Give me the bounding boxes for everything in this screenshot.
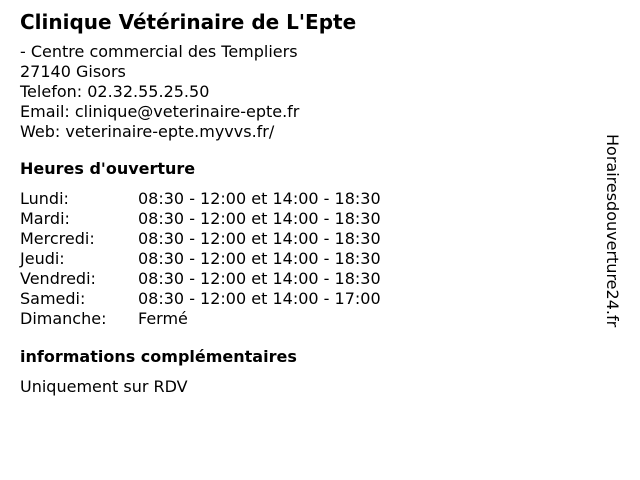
additional-info-heading: informations complémentaires xyxy=(20,347,297,366)
hours-day: Lundi: xyxy=(20,189,69,208)
hours-row-wednesday xyxy=(20,229,600,249)
hours-time: 08:30 - 12:00 et 14:00 - 17:00 xyxy=(138,289,381,308)
hours-time: 08:30 - 12:00 et 14:00 - 18:30 xyxy=(138,229,381,248)
hours-day: Samedi: xyxy=(20,289,86,308)
email-line: Email: clinique@veterinaire-epte.fr xyxy=(20,102,300,121)
hours-day: Mercredi: xyxy=(20,229,95,248)
hours-day: Mardi: xyxy=(20,209,70,228)
address-line-1: - Centre commercial des Templiers xyxy=(20,42,298,61)
hours-time: 08:30 - 12:00 et 14:00 - 18:30 xyxy=(138,209,381,228)
hours-time: 08:30 - 12:00 et 14:00 - 18:30 xyxy=(138,269,381,288)
hours-row-saturday xyxy=(20,289,600,309)
clinic-name: Clinique Vétérinaire de L'Epte xyxy=(20,10,357,34)
phone-line: Telefon: 02.32.55.25.50 xyxy=(20,82,210,101)
address-line-2: 27140 Gisors xyxy=(20,62,126,81)
hours-row-thursday xyxy=(20,249,600,269)
opening-hours-heading: Heures d'ouverture xyxy=(20,159,196,178)
hours-row-friday xyxy=(20,269,600,289)
hours-time: 08:30 - 12:00 et 14:00 - 18:30 xyxy=(138,249,381,268)
hours-time: Fermé xyxy=(138,309,188,328)
hours-day: Vendredi: xyxy=(20,269,96,288)
additional-info-text: Uniquement sur RDV xyxy=(20,377,188,396)
opening-hours-table xyxy=(20,189,600,329)
hours-day: Dimanche: xyxy=(20,309,107,328)
hours-day: Jeudi: xyxy=(20,249,65,268)
hours-row-tuesday xyxy=(20,209,600,229)
clinic-card xyxy=(20,8,600,397)
hours-time: 08:30 - 12:00 et 14:00 - 18:30 xyxy=(138,189,381,208)
site-watermark: Horairesdouverture24.fr xyxy=(603,134,622,328)
hours-row-monday xyxy=(20,189,600,209)
web-line: Web: veterinaire-epte.myvvs.fr/ xyxy=(20,122,275,141)
hours-row-sunday xyxy=(20,309,600,329)
